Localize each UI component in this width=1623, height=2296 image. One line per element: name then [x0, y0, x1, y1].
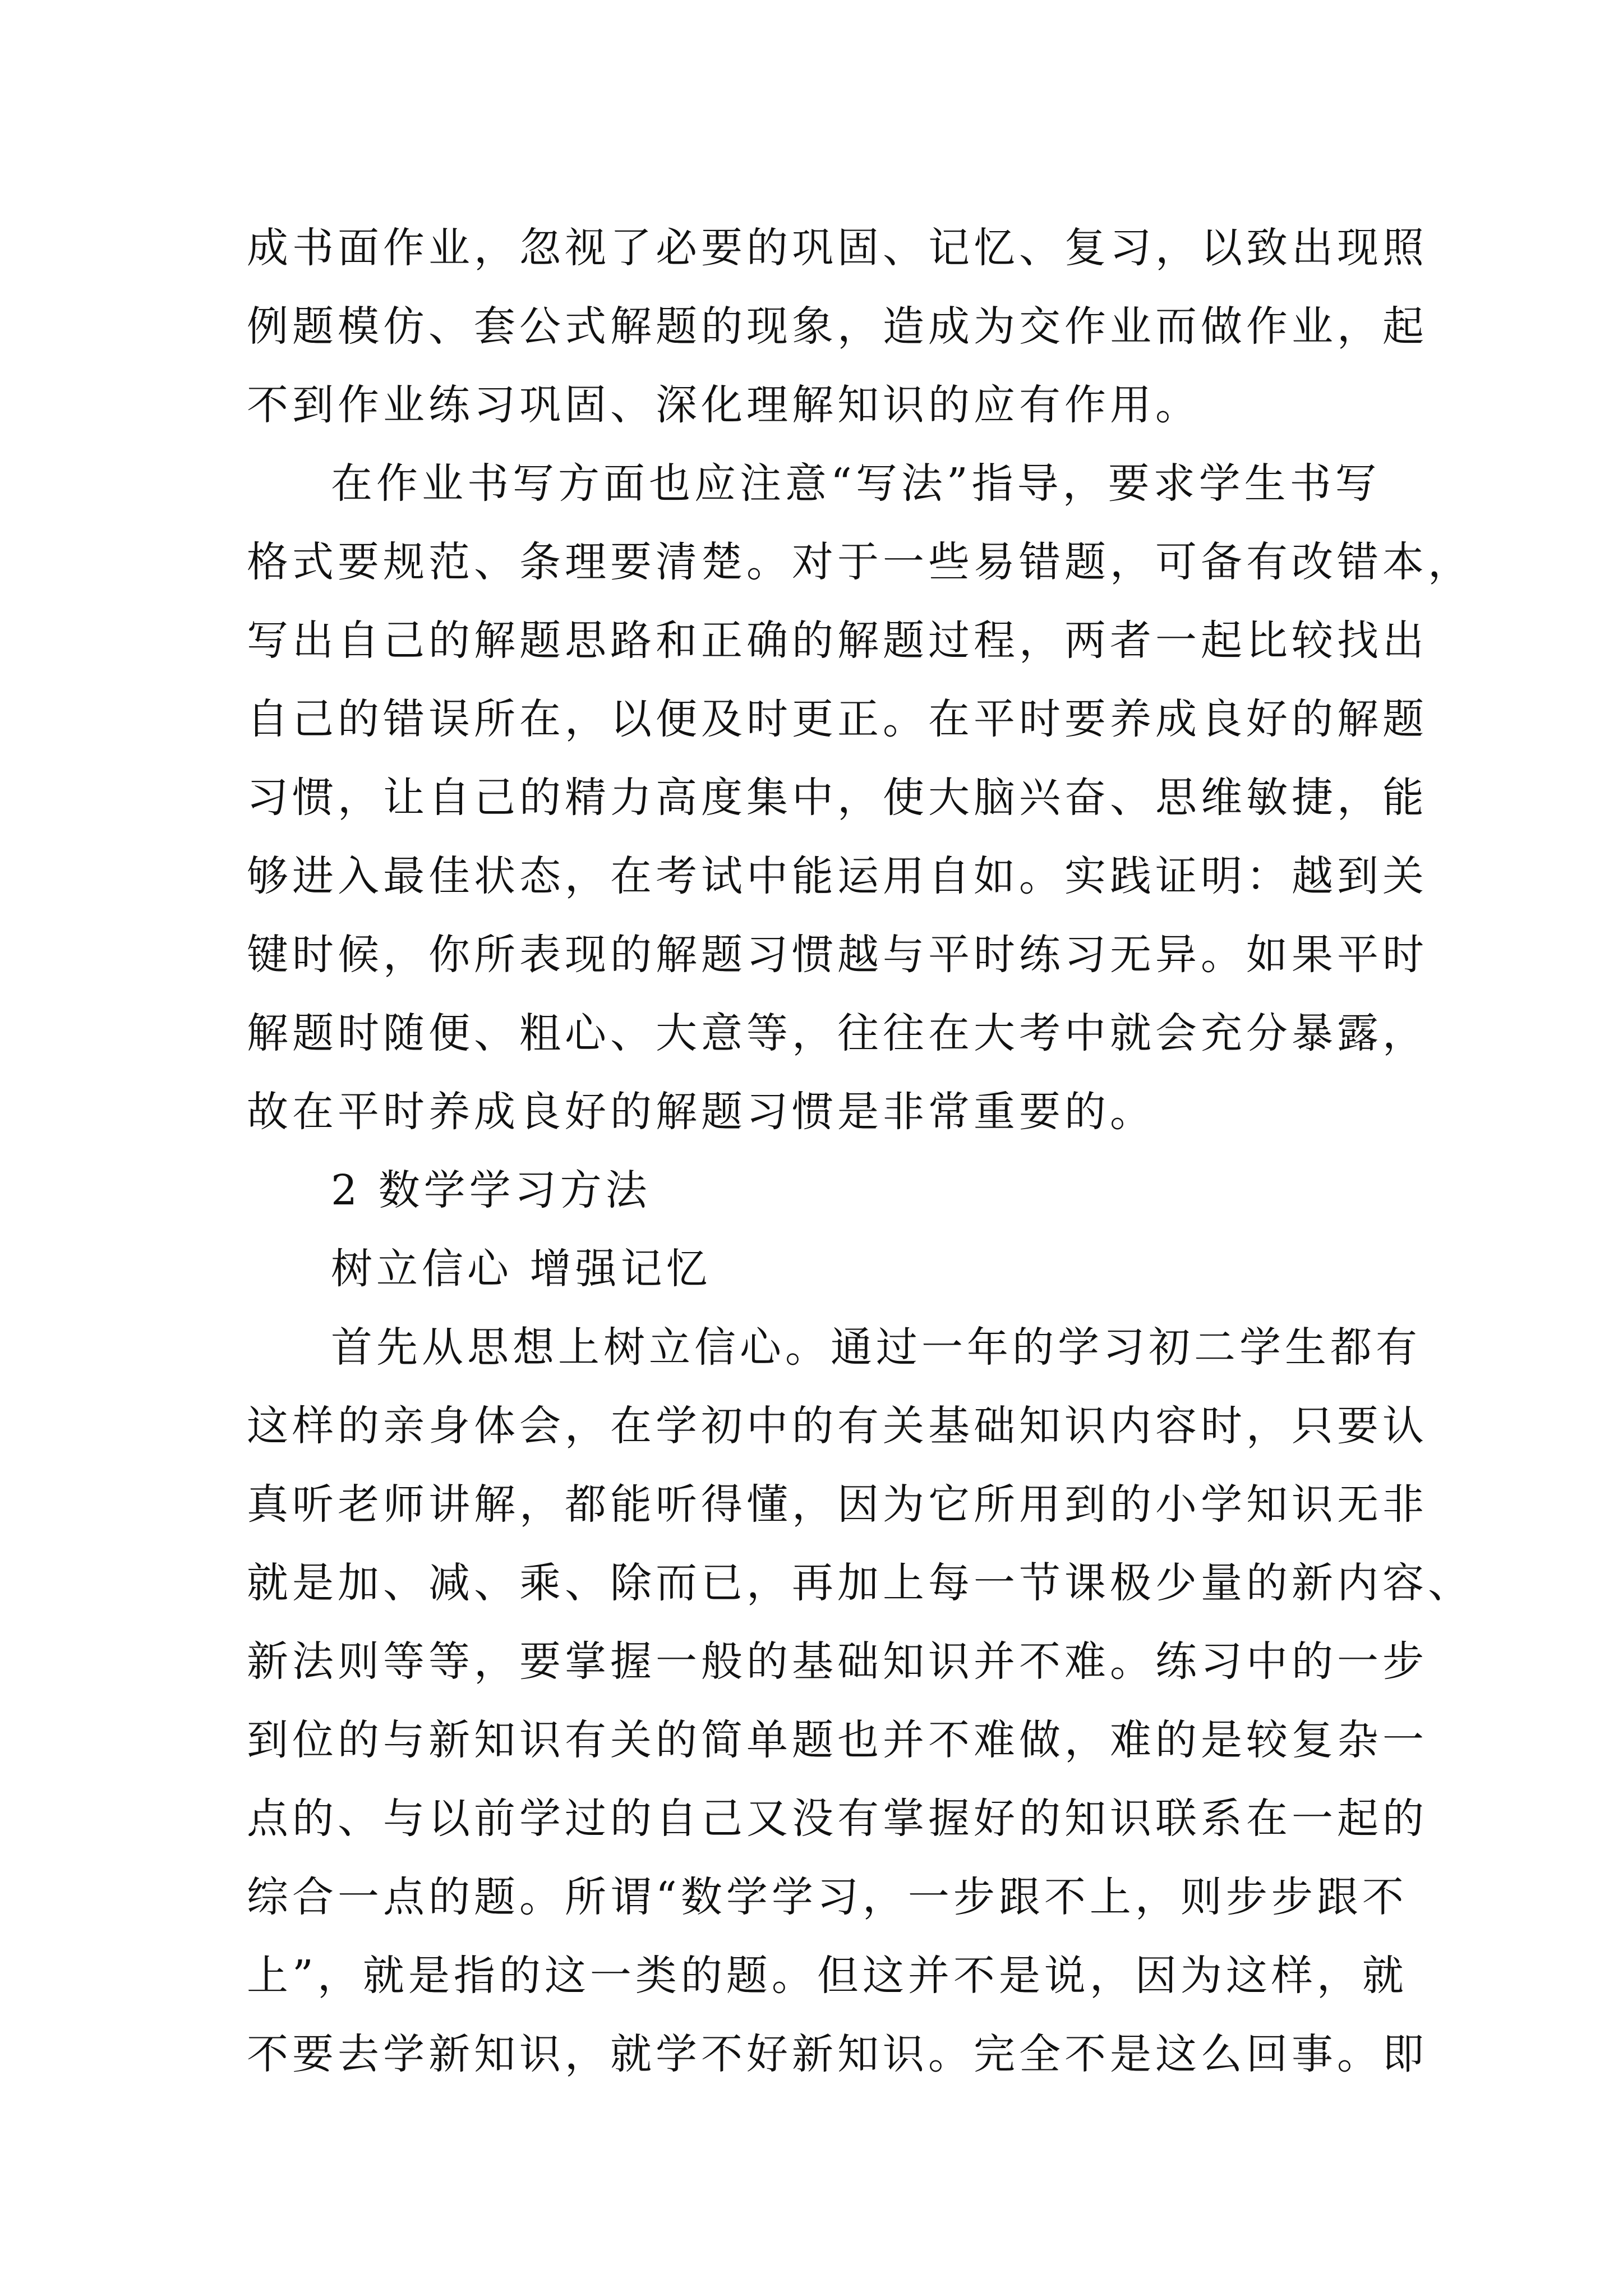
text-line: 格式要规范、条理要清楚。对于一些易错题，可备有改错本， — [247, 538, 1473, 586]
text-line: 成书面作业，忽视了必要的巩固、记忆、复习，以致出现照 — [247, 224, 1428, 272]
text-line: 解题时随便、粗心、大意等，往往在大考中就会充分暴露， — [247, 1009, 1428, 1057]
body-text — [247, 209, 1473, 2093]
subsection-heading: 树立信心 增强记忆 — [331, 1245, 712, 1293]
text-line: 习惯，让自己的精力高度集中，使大脑兴奋、思维敏捷，能 — [247, 774, 1428, 822]
text-line: 不到作业练习巩固、深化理解知识的应有作用。 — [247, 381, 1201, 429]
text-line: 这样的亲身体会，在学初中的有关基础知识内容时，只要认 — [247, 1402, 1428, 1450]
paragraph-start-line: 首先从思想上树立信心。通过一年的学习初二学生都有 — [331, 1323, 1421, 1372]
text-line: 例题模仿、套公式解题的现象，造成为交作业而做作业，起 — [247, 302, 1428, 351]
text-line: 综合一点的题。所谓“数学学习，一步跟不上，则步步跟不 — [247, 1873, 1408, 1921]
text-line: 到位的与新知识有关的简单题也并不难做，难的是较复杂一 — [247, 1716, 1428, 1764]
paragraph-start-line: 在作业书写方面也应注意“写法”指导，要求学生书写 — [331, 459, 1381, 508]
text-line: 就是加、减、乘、除而已，再加上每一节课极少量的新内容、 — [247, 1559, 1473, 1607]
text-line: 真听老师讲解，都能听得懂，因为它所用到的小学知识无非 — [247, 1480, 1428, 1529]
section-heading: 2 数学学习方法 — [331, 1166, 651, 1214]
text-line: 点的、与以前学过的自己又没有掌握好的知识联系在一起的 — [247, 1795, 1428, 1843]
text-line: 故在平时养成良好的解题习惯是非常重要的。 — [247, 1088, 1155, 1136]
text-line: 写出自己的解题思路和正确的解题过程，两者一起比较找出 — [247, 616, 1428, 665]
text-line: 上”，就是指的这一类的题。但这并不是说，因为这样，就 — [247, 1952, 1408, 2000]
text-line: 自己的错误所在，以便及时更正。在平时要养成良好的解题 — [247, 695, 1428, 743]
text-line: 新法则等等，要掌握一般的基础知识并不难。练习中的一步 — [247, 1637, 1428, 1686]
text-line: 够进入最佳状态，在考试中能运用自如。实践证明：越到关 — [247, 852, 1428, 900]
text-line: 不要去学新知识，就学不好新知识。完全不是这么回事。即 — [247, 2030, 1428, 2078]
text-line: 键时候，你所表现的解题习惯越与平时练习无异。如果平时 — [247, 931, 1428, 979]
